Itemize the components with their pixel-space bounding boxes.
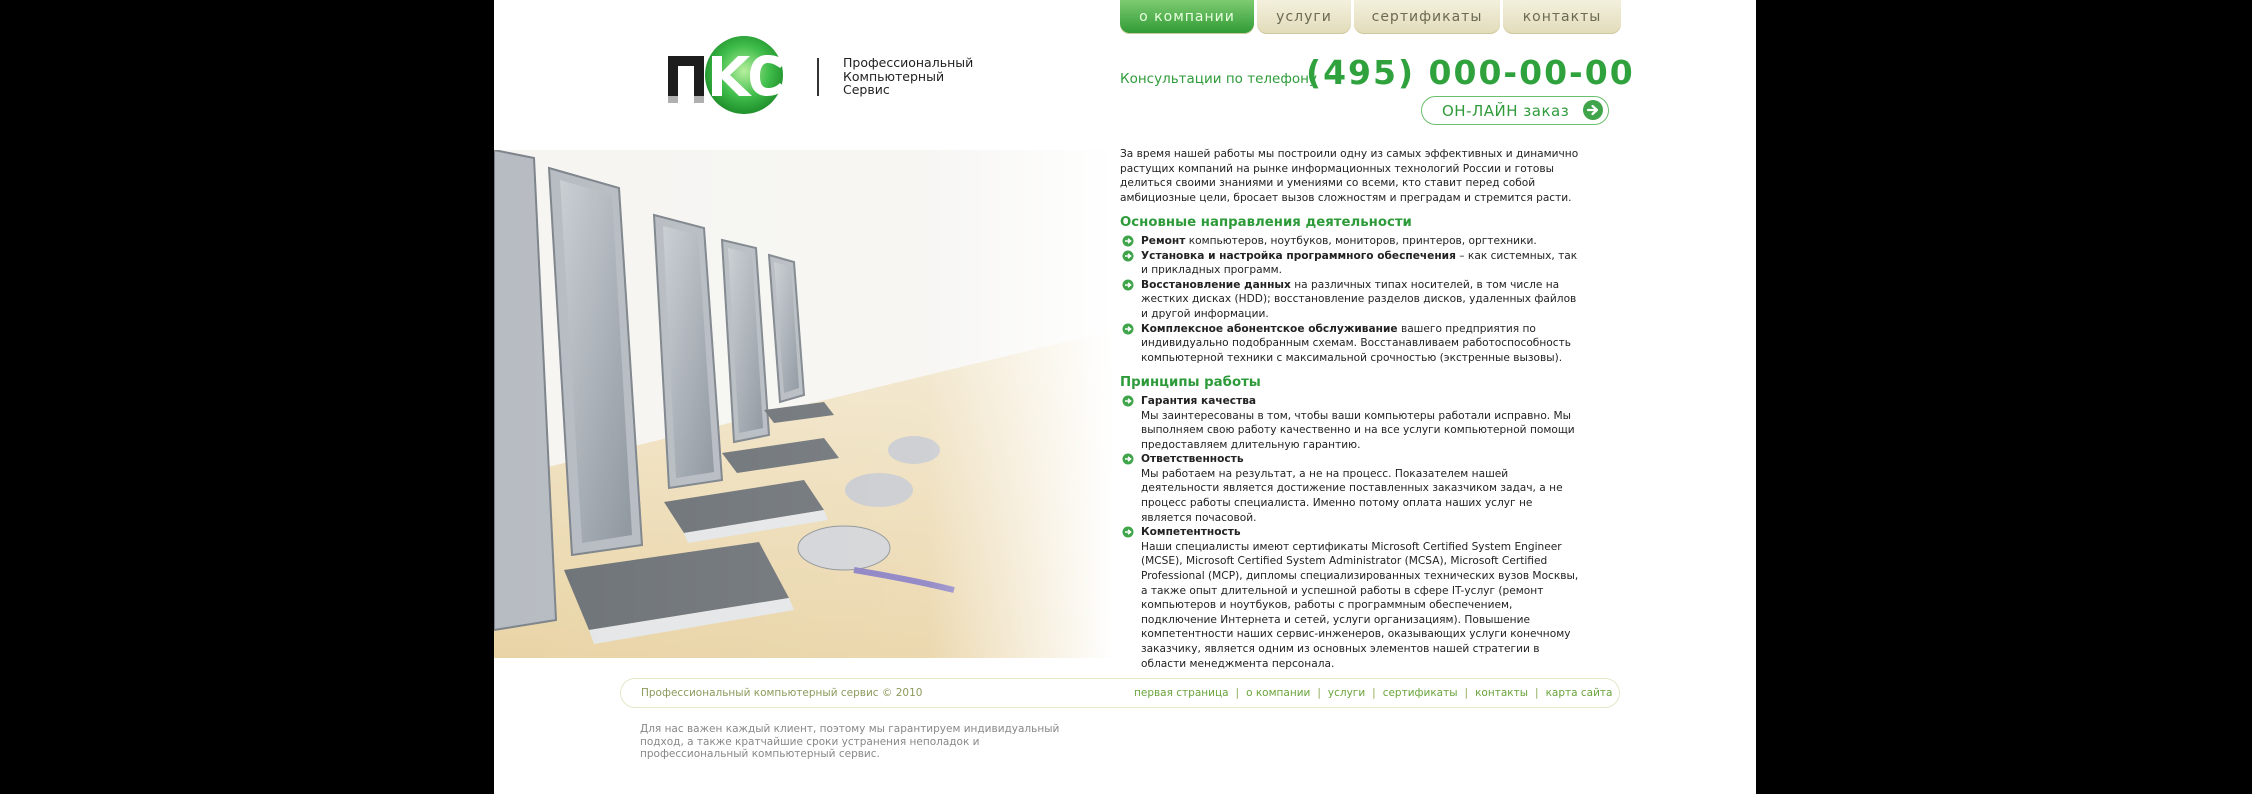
green-arrow-circle-icon [1122, 279, 1134, 291]
intro-paragraph: За время нашей работы мы построили одну из самых эффективных и динамично растущих компаний на рынке информационных технологий России и готовы делиться своими знаниями и умениями со всеми, кто ставит перед собой амбициозные цели, бросает вызов сложностям и преградам и стремится расти. [1120, 148, 1579, 204]
directions-title: Основные направления деятельности [1120, 215, 1412, 231]
footer-link-contacts[interactable]: контакты [1475, 687, 1529, 699]
list-item [1120, 234, 1580, 249]
pks-logo[interactable] [666, 34, 796, 116]
arrow-right-circle-icon [1582, 99, 1604, 121]
footer-link-services[interactable]: услуги [1327, 687, 1366, 699]
green-arrow-circle-icon [1122, 395, 1134, 407]
list-item [1120, 452, 1580, 525]
footer-link-about[interactable]: о компании [1246, 687, 1311, 699]
tab-certificates[interactable]: сертификаты [1354, 0, 1500, 34]
green-arrow-circle-icon [1122, 323, 1134, 335]
tagline-line: Компьютерный [843, 68, 945, 84]
item-text: – как системных, так и прикладных программ. [1141, 249, 1578, 277]
tab-contacts[interactable]: контакты [1503, 0, 1621, 34]
list-item [1120, 322, 1580, 366]
item-bold: Комплексное абонентское обслуживание [1141, 322, 1398, 335]
green-arrow-circle-icon [1122, 250, 1134, 262]
item-bold: Гарантия качества [1141, 394, 1257, 407]
logo-tagline [843, 56, 973, 97]
item-text: компьютеров, ноутбуков, мониторов, принтеров, оргтехники. [1185, 234, 1537, 247]
item-bold: Установка и настройка программного обеспечения [1141, 249, 1456, 262]
tagline-line: Сервис [843, 82, 890, 97]
page [494, 0, 1756, 794]
phone-number: (495) 000-00-00 [1306, 53, 1635, 92]
footer-link-sitemap[interactable]: карта сайта [1545, 687, 1613, 699]
main-content [1120, 147, 1580, 671]
online-order-label: ОН-ЛАЙН заказ [1442, 102, 1570, 120]
item-bold: Компетентность [1141, 526, 1241, 539]
item-bold: Восстановление данных [1141, 278, 1291, 291]
green-arrow-circle-icon [1122, 526, 1134, 538]
footer-separator: | [1372, 687, 1376, 699]
footer-link-home[interactable]: первая страница [1134, 687, 1229, 699]
tab-about[interactable]: о компании [1120, 0, 1254, 34]
tagline-line: Профессиональный [843, 55, 974, 70]
footer-separator: | [1464, 687, 1469, 699]
computers-photo [494, 150, 1114, 658]
tab-services[interactable]: услуги [1257, 0, 1351, 34]
green-arrow-circle-icon [1122, 235, 1134, 247]
logo-divider [817, 58, 819, 96]
principles-title: Принципы работы [1120, 375, 1261, 391]
item-text: на различных типах носителей, в том числе на жестких дисках (HDD); восстановление разделов дисков, удаленных файлов и другой информации. [1141, 278, 1577, 320]
list-item [1120, 525, 1580, 671]
item-text: Наши специалисты имеют сертификаты Microsoft Certified System Engineer (MCSE), Microsoft Certified System Administrator (MCSA), Microsoft Certified Professional (MCP), дипломы специализированных технических вузов Москвы, а также опыт длительной и успешной работы в сфере IT-услуг (ремонт компьютеров и ноутбуков, работы с программным обеспечением, подключение Интернета и сетей, услуги организациям). Повышение компетентности наших сервис-инженеров, оказывающих услуги конечному заказчику, является одним из основных элементов нашей стратегии в области менеджмента персонала. [1141, 540, 1579, 670]
green-arrow-circle-icon [1122, 453, 1134, 465]
item-text: вашего предприятия по индивидуально подобранным схемам. Восстанавливаем работоспособность компьютерной техники с максимальной срочностью (экстренные вызовы). [1141, 322, 1571, 364]
online-order-button[interactable] [1421, 96, 1609, 125]
list-item [1120, 249, 1580, 278]
main-nav [1120, 0, 1624, 34]
footer-bar [620, 678, 1620, 708]
list-item [1120, 394, 1580, 452]
footer-link-certificates[interactable]: сертификаты [1382, 687, 1458, 699]
footer-separator: | [1235, 687, 1240, 699]
list-item [1120, 278, 1580, 322]
footer-separator: | [1317, 687, 1321, 699]
footer-links [1134, 687, 1612, 699]
item-bold: Ремонт [1141, 234, 1186, 247]
consult-label: Консультации по телефону [1120, 71, 1317, 87]
item-text: Мы заинтересованы в том, чтобы ваши компьютеры работали исправно. Мы выполняем свою работу качественно и на все услуги компьютерной помощи предоставляем длительную гарантию. [1141, 409, 1575, 451]
item-bold: Ответственность [1141, 453, 1244, 466]
footer-separator: | [1535, 687, 1539, 699]
item-text: Мы работаем на результат, а не на процесс. Показателем нашей деятельности является достижение поставленных заказчиком задач, а не процесс работы специалиста. Именно потому оплата наших услуг не является почасовой. [1141, 467, 1563, 524]
footer-note: Для нас важен каждый клиент, поэтому мы гарантируем индивидуальный подход, а также кратчайшие сроки устранения неполадок и профессиональный компьютерный сервис. [640, 723, 1060, 760]
footer-copyright: Профессиональный компьютерный сервис © 2010 [641, 687, 923, 699]
